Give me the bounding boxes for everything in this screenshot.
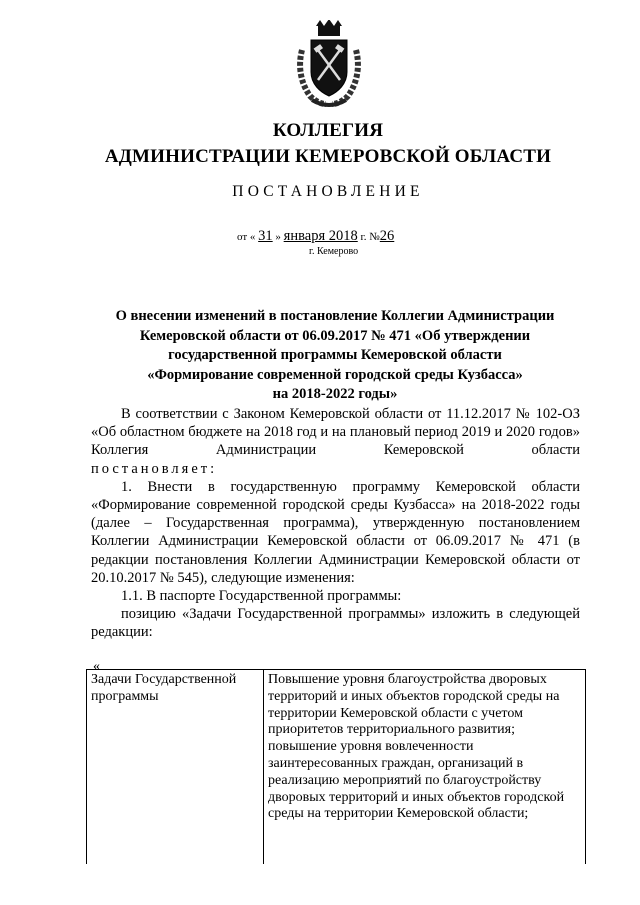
resolves-word: постановляет: bbox=[91, 460, 218, 477]
date-month-year: января 2018 bbox=[283, 228, 358, 244]
title-line: на 2018-2022 годы» bbox=[272, 386, 398, 402]
paragraph-resolves bbox=[91, 460, 580, 478]
paragraph-position: позицию «Задачи Государственной программы» изложить в следующей редакции: bbox=[91, 606, 580, 641]
title-line: Кемеровской области от 06.09.2017 № 471 «Об утверждении bbox=[139, 327, 531, 344]
table-row bbox=[87, 670, 586, 865]
document-date-number bbox=[237, 228, 394, 245]
date-close-quote: » bbox=[275, 231, 281, 243]
number-sign: № bbox=[369, 231, 380, 243]
table-cell-label: Задачи Государственной программы bbox=[87, 670, 264, 865]
coat-of-arms-emblem bbox=[296, 20, 362, 110]
title-line: О внесении изменений в постановление Коллегии Администрации bbox=[115, 308, 555, 324]
document-type: ПОСТАНОВЛЕНИЕ bbox=[232, 183, 424, 200]
paragraph-preamble: В соответствии с Законом Кемеровской области от 11.12.2017 № 102-ОЗ «Об областном бюджете на 2018 год и на плановый период 2019 и 2020 годов» Коллегия Администрации Кемеровской области bbox=[91, 406, 580, 459]
paragraph-item-1: 1. Внести в государственную программу Кемеровской области «Формирование современной городской среды Кузбасса» на 2018-2022 годы (далее – Государственная программа), утвержденную постановлением Коллегии Администрации Кемеровской области от 06.09.2017 № 471 (в редакции постановления Коллегии Администрации Кемеровской области от 20.10.2017 № 545), следующие изменения: bbox=[91, 478, 580, 586]
organization-title-line1: КОЛЛЕГИЯ bbox=[272, 120, 384, 141]
date-prefix: от « bbox=[237, 231, 256, 243]
document-title bbox=[95, 307, 575, 405]
organization-title-line2: АДМИНИСТРАЦИИ КЕМЕРОВСКОЙ ОБЛАСТИ bbox=[104, 146, 552, 167]
opening-quote: « bbox=[93, 659, 100, 674]
date-day: 31 bbox=[258, 228, 273, 244]
title-line: государственной программы Кемеровской области bbox=[168, 347, 502, 363]
document-body bbox=[91, 405, 580, 642]
date-year-suffix: г. bbox=[360, 231, 367, 243]
paragraph-item-1-1: 1.1. В паспорте Государственной программы: bbox=[121, 588, 402, 605]
table-cell-value: Повышение уровня благоустройства дворовых территорий и иных объектов городской среды на территории Кемеровской области с учетом приоритетов территориального развития; повышение уровня вовлеченности заинтересованных граждан, организаций в реализацию мероприятий по благоустройству дворовых территорий и иных объектов городской среды на территории Кемеровской области; bbox=[264, 670, 586, 865]
title-line: «Формирование современной городской среды Кузбасса» bbox=[147, 366, 523, 383]
passport-table bbox=[86, 669, 586, 864]
document-city: г. Кемерово bbox=[309, 246, 359, 257]
document-number: 26 bbox=[379, 228, 395, 244]
